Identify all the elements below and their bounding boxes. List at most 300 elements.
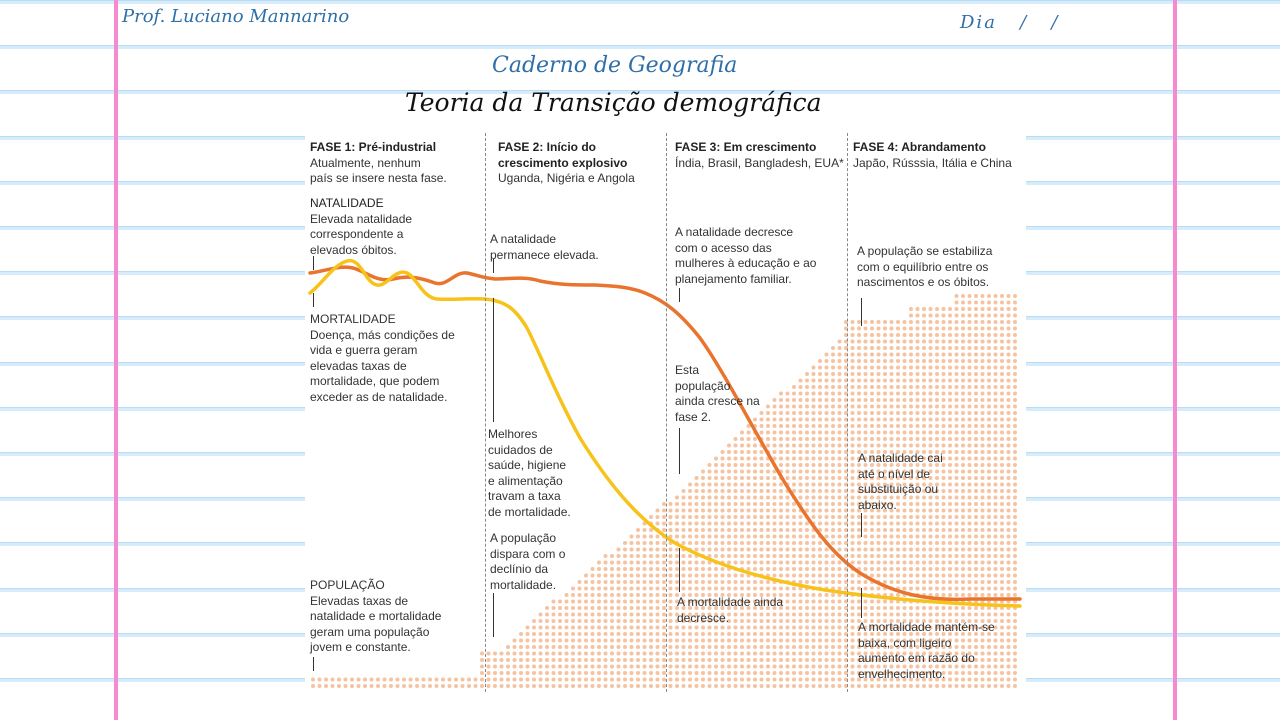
- population-dot: [1000, 548, 1004, 552]
- population-dot: [747, 652, 751, 656]
- population-dot: [1013, 314, 1017, 318]
- population-dot: [896, 444, 900, 448]
- population-dot: [597, 652, 601, 656]
- population-dot: [714, 541, 718, 545]
- population-dot: [877, 522, 881, 526]
- population-dot: [948, 327, 952, 331]
- population-dot: [1000, 301, 1004, 305]
- population-dot: [526, 639, 530, 643]
- f3-populacao-note: Esta população ainda cresce na fase 2.: [675, 363, 760, 424]
- population-dot: [617, 671, 621, 675]
- population-dot: [818, 580, 822, 584]
- population-dot: [792, 502, 796, 506]
- population-dot: [779, 528, 783, 532]
- population-dot: [701, 509, 705, 513]
- population-dot: [708, 684, 712, 688]
- population-dot: [890, 346, 894, 350]
- population-dot: [857, 379, 861, 383]
- population-dot: [838, 522, 842, 526]
- population-dot: [1013, 574, 1017, 578]
- population-dot: [461, 684, 465, 688]
- population-dot: [981, 684, 985, 688]
- population-dot: [539, 613, 543, 617]
- population-dot: [786, 561, 790, 565]
- population-dot: [981, 580, 985, 584]
- population-dot: [773, 587, 777, 591]
- population-dot: [903, 522, 907, 526]
- population-dot: [851, 626, 855, 630]
- population-dot: [896, 580, 900, 584]
- population-dot: [903, 346, 907, 350]
- population-dot: [753, 632, 757, 636]
- population-dot: [955, 301, 959, 305]
- population-dot: [812, 567, 816, 571]
- population-dot: [721, 509, 725, 513]
- population-dot: [630, 684, 634, 688]
- population-dot: [896, 424, 900, 428]
- population-dot: [994, 548, 998, 552]
- population-dot: [877, 392, 881, 396]
- population-dot: [493, 652, 497, 656]
- population-dot: [903, 340, 907, 344]
- population-dot: [831, 678, 835, 682]
- population-dot: [864, 541, 868, 545]
- population-dot: [981, 424, 985, 428]
- population-dot: [506, 678, 510, 682]
- population-dot: [753, 561, 757, 565]
- population-dot: [877, 340, 881, 344]
- population-dot: [786, 541, 790, 545]
- population-dot: [480, 658, 484, 662]
- population-dot: [740, 541, 744, 545]
- population-dot: [974, 580, 978, 584]
- population-dot: [851, 366, 855, 370]
- population-dot: [1013, 684, 1017, 688]
- population-dot: [948, 372, 952, 376]
- population-dot: [942, 561, 946, 565]
- population-dot: [571, 678, 575, 682]
- population-dot: [929, 385, 933, 389]
- population-dot: [968, 541, 972, 545]
- population-dot: [825, 457, 829, 461]
- population-dot: [890, 613, 894, 617]
- population-dot: [623, 600, 627, 604]
- population-dot: [591, 671, 595, 675]
- population-dot: [727, 528, 731, 532]
- population-dot: [974, 535, 978, 539]
- population-dot: [961, 366, 965, 370]
- population-dot: [786, 457, 790, 461]
- population-dot: [753, 658, 757, 662]
- population-dot: [669, 587, 673, 591]
- population-dot: [688, 684, 692, 688]
- population-dot: [578, 613, 582, 617]
- population-dot: [831, 580, 835, 584]
- population-dot: [734, 463, 738, 467]
- population-dot: [747, 470, 751, 474]
- population-dot: [831, 522, 835, 526]
- population-dot: [474, 678, 478, 682]
- population-dot: [922, 606, 926, 610]
- population-dot: [740, 639, 744, 643]
- population-dot: [974, 515, 978, 519]
- population-dot: [929, 444, 933, 448]
- population-dot: [916, 431, 920, 435]
- population-dot: [961, 548, 965, 552]
- population-dot: [701, 684, 705, 688]
- population-dot: [1013, 411, 1017, 415]
- population-dot: [773, 509, 777, 513]
- population-dot: [786, 632, 790, 636]
- population-dot: [961, 372, 965, 376]
- population-dot: [1000, 567, 1004, 571]
- population-dot: [623, 613, 627, 617]
- population-dot: [714, 671, 718, 675]
- population-dot: [779, 671, 783, 675]
- population-dot: [851, 528, 855, 532]
- population-dot: [656, 600, 660, 604]
- population-dot: [441, 678, 445, 682]
- population-dot: [779, 665, 783, 669]
- population-dot: [513, 639, 517, 643]
- population-dot: [636, 619, 640, 623]
- population-dot: [812, 463, 816, 467]
- population-dot: [935, 320, 939, 324]
- population-dot: [571, 593, 575, 597]
- population-dot: [974, 307, 978, 311]
- right-margin-line: [1173, 0, 1177, 720]
- population-dot: [506, 658, 510, 662]
- population-dot: [643, 665, 647, 669]
- population-dot: [929, 366, 933, 370]
- population-dot: [1000, 392, 1004, 396]
- population-dot: [987, 554, 991, 558]
- population-dot: [851, 444, 855, 448]
- population-dot: [792, 671, 796, 675]
- population-dot: [682, 489, 686, 493]
- population-dot: [935, 359, 939, 363]
- population-dot: [682, 580, 686, 584]
- population-dot: [604, 684, 608, 688]
- f2-cuidados-note: Melhores cuidados de saúde, higiene e alimentação travam a taxa de mortalidade.: [488, 427, 571, 519]
- population-dot: [734, 561, 738, 565]
- population-dot: [688, 658, 692, 662]
- population-dot: [961, 405, 965, 409]
- population-dot: [1007, 528, 1011, 532]
- population-dot: [935, 554, 939, 558]
- population-dot: [981, 333, 985, 337]
- population-dot: [428, 684, 432, 688]
- population-dot: [896, 385, 900, 389]
- population-dot: [961, 580, 965, 584]
- population-dot: [948, 405, 952, 409]
- population-dot: [682, 626, 686, 630]
- population-dot: [532, 632, 536, 636]
- population-dot: [649, 652, 653, 656]
- population-dot: [916, 424, 920, 428]
- population-dot: [1000, 359, 1004, 363]
- population-dot: [890, 372, 894, 376]
- population-dot: [974, 314, 978, 318]
- population-dot: [994, 392, 998, 396]
- population-dot: [617, 606, 621, 610]
- population-dot: [831, 463, 835, 467]
- population-dot: [916, 346, 920, 350]
- population-dot: [838, 684, 842, 688]
- population-dot: [825, 437, 829, 441]
- population-dot: [539, 626, 543, 630]
- population-dot: [604, 665, 608, 669]
- population-dot: [526, 632, 530, 636]
- population-dot: [825, 470, 829, 474]
- population-dot: [994, 405, 998, 409]
- population-dot: [961, 320, 965, 324]
- population-dot: [864, 372, 868, 376]
- population-dot: [825, 678, 829, 682]
- population-dot: [1007, 333, 1011, 337]
- population-dot: [558, 613, 562, 617]
- population-dot: [363, 678, 367, 682]
- population-dot: [799, 684, 803, 688]
- population-dot: [753, 528, 757, 532]
- population-dot: [708, 678, 712, 682]
- population-dot: [591, 684, 595, 688]
- population-dot: [851, 509, 855, 513]
- population-dot: [909, 418, 913, 422]
- population-dot: [987, 392, 991, 396]
- population-dot: [766, 470, 770, 474]
- population-dot: [779, 626, 783, 630]
- population-dot: [831, 489, 835, 493]
- population-dot: [955, 567, 959, 571]
- population-dot: [805, 541, 809, 545]
- population-dot: [643, 658, 647, 662]
- population-dot: [903, 392, 907, 396]
- population-dot: [818, 463, 822, 467]
- population-dot: [968, 567, 972, 571]
- population-dot: [825, 639, 829, 643]
- population-dot: [779, 548, 783, 552]
- population-dot: [688, 496, 692, 500]
- population-dot: [623, 665, 627, 669]
- population-dot: [916, 418, 920, 422]
- population-dot: [779, 489, 783, 493]
- population-dot: [766, 567, 770, 571]
- population-dot: [402, 678, 406, 682]
- population-dot: [877, 372, 881, 376]
- population-dot: [701, 522, 705, 526]
- population-dot: [987, 314, 991, 318]
- population-dot: [584, 632, 588, 636]
- population-dot: [630, 600, 634, 604]
- population-dot: [987, 515, 991, 519]
- population-dot: [753, 684, 757, 688]
- population-dot: [688, 522, 692, 526]
- population-dot: [916, 320, 920, 324]
- population-dot: [1000, 437, 1004, 441]
- population-dot: [909, 372, 913, 376]
- population-dot: [552, 639, 556, 643]
- population-dot: [552, 613, 556, 617]
- population-dot: [812, 671, 816, 675]
- population-dot: [805, 535, 809, 539]
- population-dot: [825, 450, 829, 454]
- population-dot: [1000, 431, 1004, 435]
- population-dot: [864, 405, 868, 409]
- population-dot: [929, 392, 933, 396]
- population-dot: [890, 574, 894, 578]
- population-dot: [779, 678, 783, 682]
- population-dot: [617, 678, 621, 682]
- population-dot: [929, 613, 933, 617]
- population-dot: [838, 463, 842, 467]
- population-dot: [617, 652, 621, 656]
- population-dot: [909, 353, 913, 357]
- population-dot: [545, 632, 549, 636]
- population-dot: [558, 639, 562, 643]
- population-dot: [760, 535, 764, 539]
- population-dot: [701, 678, 705, 682]
- population-dot: [1007, 411, 1011, 415]
- population-dot: [877, 437, 881, 441]
- population-dot: [818, 515, 822, 519]
- population-dot: [961, 431, 965, 435]
- population-dot: [344, 684, 348, 688]
- population-dot: [539, 652, 543, 656]
- population-dot: [578, 619, 582, 623]
- population-dot: [851, 327, 855, 331]
- population-dot: [948, 366, 952, 370]
- population-dot: [779, 652, 783, 656]
- population-dot: [812, 515, 816, 519]
- population-dot: [578, 600, 582, 604]
- population-dot: [675, 632, 679, 636]
- population-dot: [805, 639, 809, 643]
- population-dot: [831, 476, 835, 480]
- population-dot: [773, 444, 777, 448]
- population-dot: [942, 548, 946, 552]
- population-dot: [857, 554, 861, 558]
- leader-mortalidade: [313, 293, 314, 307]
- population-dot: [669, 639, 673, 643]
- population-dot: [948, 567, 952, 571]
- population-dot: [708, 502, 712, 506]
- population-dot: [727, 652, 731, 656]
- population-dot: [727, 684, 731, 688]
- population-dot: [591, 658, 595, 662]
- population-dot: [766, 437, 770, 441]
- population-dot: [558, 619, 562, 623]
- population-dot: [903, 333, 907, 337]
- population-dot: [851, 665, 855, 669]
- population-dot: [935, 405, 939, 409]
- population-dot: [760, 554, 764, 558]
- population-dot: [545, 678, 549, 682]
- population-dot: [922, 587, 926, 591]
- population-dot: [883, 333, 887, 337]
- population-dot: [851, 333, 855, 337]
- population-dot: [695, 561, 699, 565]
- population-dot: [597, 619, 601, 623]
- population-dot: [831, 639, 835, 643]
- population-dot: [578, 626, 582, 630]
- population-dot: [441, 684, 445, 688]
- population-dot: [903, 320, 907, 324]
- population-dot: [909, 398, 913, 402]
- population-dot: [987, 437, 991, 441]
- population-dot: [1007, 444, 1011, 448]
- population-dot: [948, 411, 952, 415]
- population-dot: [818, 574, 822, 578]
- population-dot: [584, 619, 588, 623]
- population-dot: [630, 593, 634, 597]
- population-dot: [974, 567, 978, 571]
- population-dot: [955, 684, 959, 688]
- population-dot: [617, 600, 621, 604]
- population-dot: [669, 626, 673, 630]
- population-dot: [623, 658, 627, 662]
- population-dot: [864, 320, 868, 324]
- population-dot: [630, 619, 634, 623]
- population-dot: [883, 606, 887, 610]
- population-dot: [825, 554, 829, 558]
- population-dot: [851, 483, 855, 487]
- population-dot: [734, 645, 738, 649]
- population-dot: [617, 626, 621, 630]
- population-dot: [974, 320, 978, 324]
- population-dot: [818, 502, 822, 506]
- population-dot: [643, 652, 647, 656]
- population-dot: [922, 327, 926, 331]
- population-dot: [838, 340, 842, 344]
- population-dot: [831, 431, 835, 435]
- population-dot: [682, 678, 686, 682]
- population-dot: [922, 561, 926, 565]
- population-dot: [643, 678, 647, 682]
- population-dot: [974, 333, 978, 337]
- population-dot: [864, 684, 868, 688]
- population-dot: [636, 626, 640, 630]
- population-dot: [565, 645, 569, 649]
- population-dot: [545, 613, 549, 617]
- population-dot: [734, 632, 738, 636]
- population-dot: [825, 431, 829, 435]
- population-dot: [942, 444, 946, 448]
- population-dot: [994, 515, 998, 519]
- population-dot: [955, 340, 959, 344]
- population-dot: [766, 522, 770, 526]
- population-dot: [851, 353, 855, 357]
- population-dot: [727, 554, 731, 558]
- population-dot: [500, 665, 504, 669]
- population-dot: [1013, 515, 1017, 519]
- population-dot: [877, 567, 881, 571]
- population-dot: [708, 515, 712, 519]
- population-dot: [935, 574, 939, 578]
- population-dot: [929, 561, 933, 565]
- population-dot: [961, 515, 965, 519]
- population-dot: [669, 502, 673, 506]
- population-dot: [890, 411, 894, 415]
- population-dot: [890, 444, 894, 448]
- population-dot: [812, 541, 816, 545]
- population-dot: [727, 457, 731, 461]
- population-dot: [883, 346, 887, 350]
- population-dot: [1013, 593, 1017, 597]
- population-dot: [786, 535, 790, 539]
- population-dot: [825, 567, 829, 571]
- population-dot: [539, 658, 543, 662]
